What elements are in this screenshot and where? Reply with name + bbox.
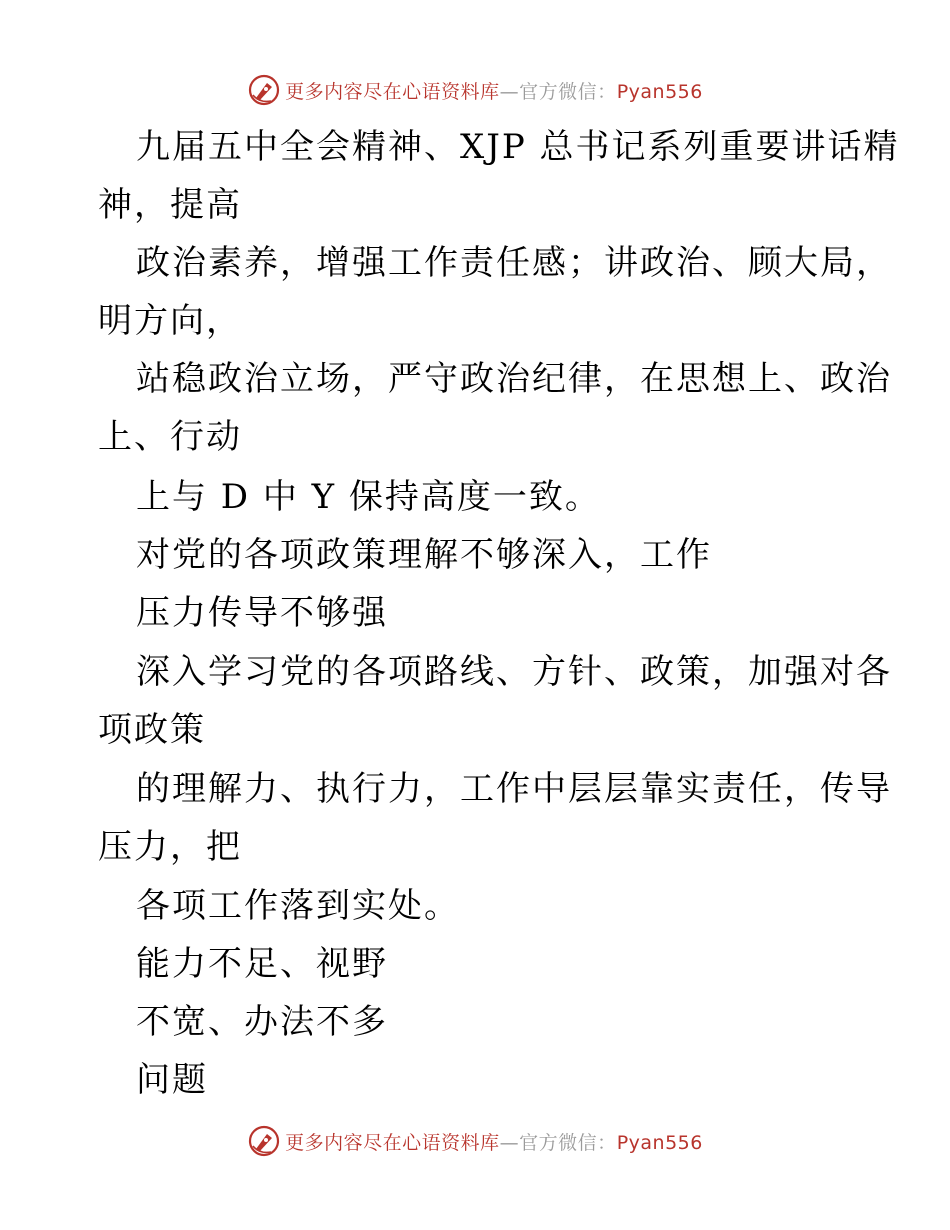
body-line: 各项工作落到实处。 bbox=[136, 886, 460, 926]
header-watermark bbox=[0, 70, 950, 110]
body-line: 项政策 bbox=[98, 710, 206, 750]
watermark-text bbox=[285, 77, 703, 104]
body-line: 神，提高 bbox=[98, 185, 242, 225]
watermark-id: Pyan556 bbox=[616, 1131, 703, 1154]
watermark-text bbox=[285, 1128, 703, 1155]
watermark-official: 官方微信： bbox=[519, 1131, 617, 1154]
pen-nib-seal-icon bbox=[247, 1124, 281, 1158]
watermark-brand: 更多内容尽在心语资料库 bbox=[285, 1131, 500, 1154]
body-line: 明方向， bbox=[98, 301, 242, 341]
watermark-brand: 更多内容尽在心语资料库 bbox=[285, 80, 500, 103]
footer-watermark bbox=[0, 1121, 950, 1161]
body-line: 上、行动 bbox=[98, 417, 242, 457]
watermark-separator: — bbox=[499, 80, 520, 103]
body-line: 的理解力、执行力，工作中层层靠实责任，传导 bbox=[136, 769, 892, 809]
body-line: 上与 D 中 Y 保持高度一致。 bbox=[136, 477, 601, 517]
body-line: 政治素养，增强工作责任感；讲政治、顾大局， bbox=[136, 243, 892, 283]
body-line: 九届五中全会精神、XJP 总书记系列重要讲话精 bbox=[136, 127, 900, 167]
body-line: 不宽、办法不多 bbox=[136, 1002, 388, 1042]
watermark-separator: — bbox=[499, 1131, 520, 1154]
body-line: 能力不足、视野 bbox=[136, 944, 388, 984]
body-line: 问题 bbox=[136, 1060, 208, 1100]
body-line: 压力，把 bbox=[98, 827, 242, 867]
body-line: 对党的各项政策理解不够深入，工作 bbox=[136, 535, 712, 575]
body-line: 压力传导不够强 bbox=[136, 593, 388, 633]
pen-nib-seal-icon bbox=[247, 73, 281, 107]
body-line: 深入学习党的各项路线、方针、政策，加强对各 bbox=[136, 652, 892, 692]
watermark-official: 官方微信： bbox=[519, 80, 617, 103]
watermark-id: Pyan556 bbox=[616, 80, 703, 103]
body-line: 站稳政治立场，严守政治纪律，在思想上、政治 bbox=[136, 359, 892, 399]
